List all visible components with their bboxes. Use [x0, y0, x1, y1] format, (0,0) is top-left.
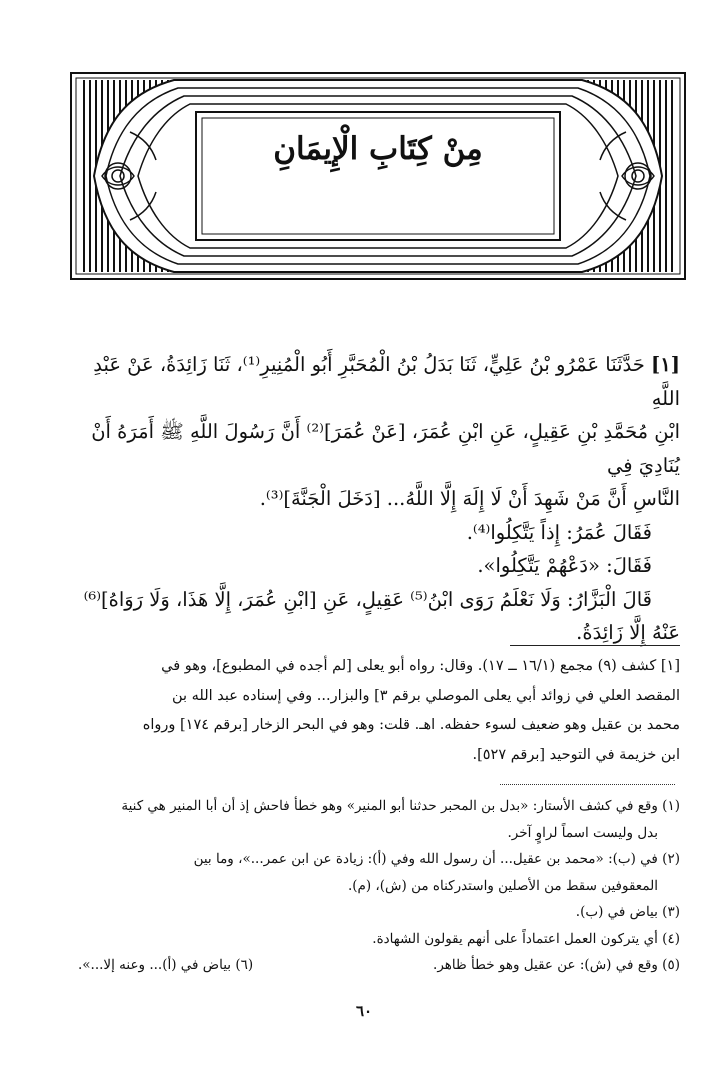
hadith-line: قَالَ الْبَزَّارُ: وَلَا نَعْلَمُ رَوَى ابْنُ⁽⁵⁾ عَقِيلٍ، عَنِ [ابْنِ عُمَرَ، إِلَّا هَذَا، وَلَا رَوَاهُ]⁽⁶⁾ [83, 587, 652, 611]
hadith-line: النَّاسِ أَنَّ مَنْ شَهِدَ أَنْ لَا إِلَهَ إِلَّا اللَّهُ... [دَخَلَ الْجَنَّةَ]⁽³⁾. [259, 487, 680, 510]
hadith-line: فَقَالَ عُمَرُ: إِذاً يَتَّكِلُوا⁽⁴⁾. [466, 520, 652, 544]
hadith-line: [١] حَدَّثَنَا عَمْرُو بْنُ عَلِيٍّ، ثَنَا بَدَلُ بْنُ الْمُحَبَّرِ أَبُو الْمُنِيرِ⁽¹⁾، ثَنَا زَائِدَةُ، عَنْ عَبْدِ اللَّهِ [93, 353, 680, 410]
ornamental-border [70, 72, 686, 280]
note-item: (٥) وقع في (ش): عن عقيل وهو خطأ ظاهر. (٦) بياض في (أ)... وعنه إلا...». [70, 952, 680, 979]
note-item: (١) وقع في كشف الأستار: «بدل بن المحبر حدثنا أبو المنير» وهو خطأ فاحش إذ أن أبا المنير هي كنية [121, 798, 680, 814]
hadith-line: عَنْهُ إِلَّا زَائِدَةُ. [576, 621, 680, 644]
note-item: (٣) بياض في (ب). [575, 904, 680, 920]
takhrij-line: المقصد العلي في زوائد أبي يعلى الموصلي برقم ٣] والبزار... وفي إسناده عبد الله بن [171, 687, 680, 704]
takhrij-line: [١] كشف (٩) مجمع (١٦/١ ــ ١٧). وقال: رواه أبو يعلى [لم أجده في المطبوع]، وهو في [161, 658, 680, 674]
note-item-continuation: المعقوفين سقط من الأصلين واستدركناه من (ش)، (م). [347, 877, 658, 894]
hadith-line: فَقَالَ: «دَعْهُمْ يَتَّكِلُوا». [477, 554, 652, 577]
note-item: (٤) أي يتركون العمل اعتماداً على أنهم يقولون الشهادة. [372, 930, 680, 947]
hadith-text [70, 348, 680, 650]
variant-notes [70, 793, 680, 979]
page-number: ٦٠ [355, 1002, 373, 1020]
chapter-title: مِنْ كِتَابِ الْإِيمَانِ [273, 131, 483, 167]
takhrij-footnote [70, 652, 680, 770]
notes-separator [500, 784, 675, 785]
hadith-line: ابْنِ مُحَمَّدِ بْنِ عَقِيلٍ، عَنِ ابْنِ عُمَرَ، [عَنْ عُمَرَ]⁽²⁾ أَنَّ رَسُولَ اللَّهِ ﷺ أَمَرَهُ أَنْ يُنَادِيَ فِي [91, 420, 680, 477]
chapter-title-frame [70, 72, 686, 280]
hadith-number: [١] [651, 353, 680, 376]
note-item-6: (٦) بياض في (أ)... وعنه إلا...». [78, 957, 254, 973]
note-item: (٢) في (ب): «محمد بن عقيل... أن رسول الله وفي (أ): زيادة عن ابن عمر...»، وما بين [193, 851, 680, 867]
takhrij-line: محمد بن عقيل وهو ضعيف لسوء حفظه. اهـ. قلت: وهو في البحر الزخار [برقم ١٧٤] ورواه [142, 717, 680, 733]
footnote-separator [510, 645, 680, 646]
takhrij-line: ابن خزيمة في التوحيد [برقم ٥٢٧]. [472, 746, 680, 763]
note-item-continuation: بدل وليست اسماً لراوٍ آخر. [507, 824, 658, 841]
